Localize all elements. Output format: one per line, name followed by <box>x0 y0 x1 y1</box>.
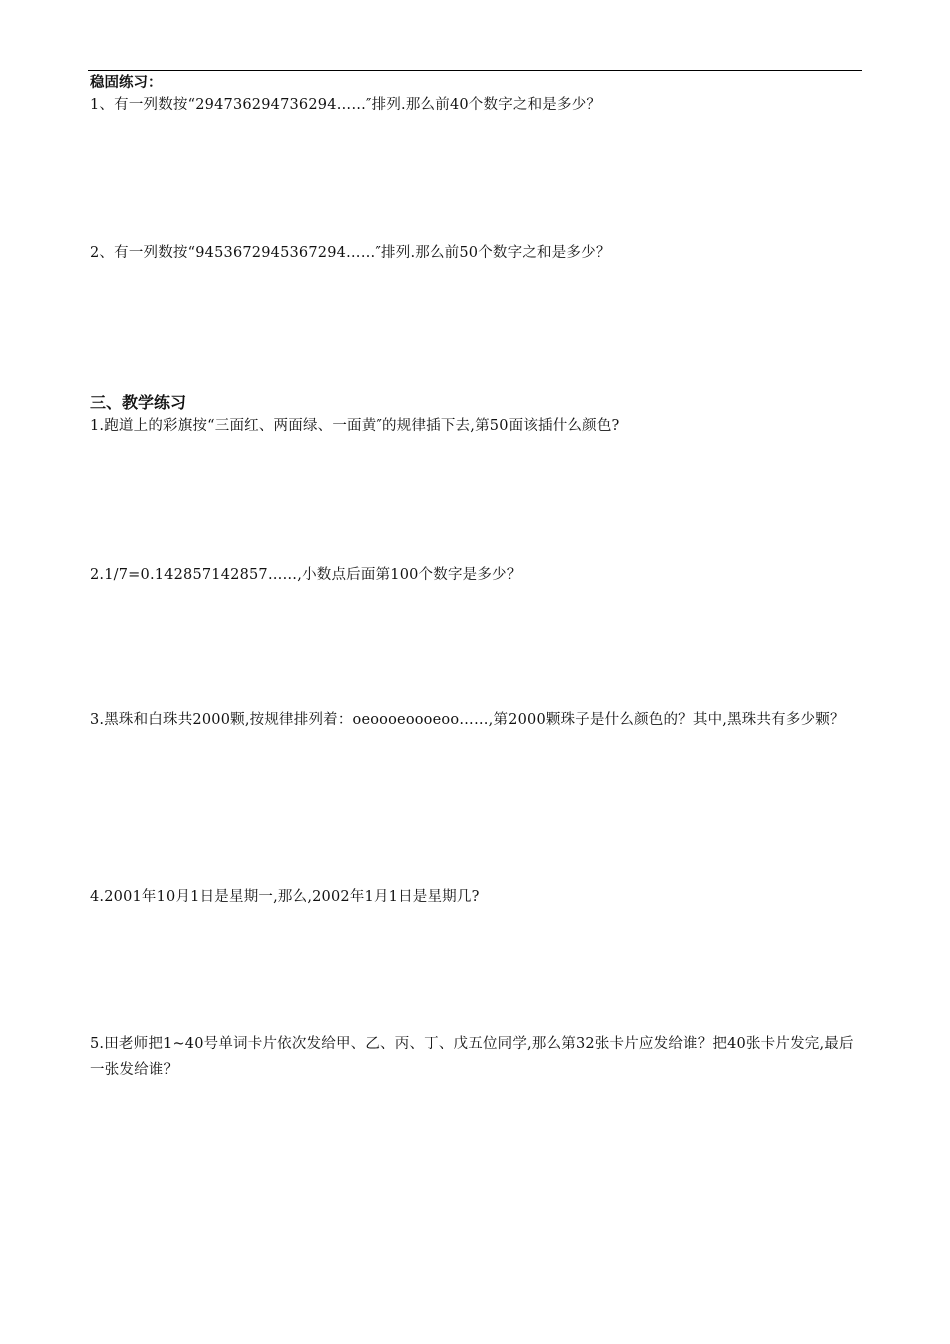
practice-question-3: 3.黑珠和白珠共2000颗,按规律排列着：oeoooeoooeoo……,第2000颗珠子是什么颜色的？其中,黑珠共有多少颗？ <box>90 712 845 728</box>
section-3-heading: 三、教学练习 <box>90 393 187 412</box>
header-rule <box>88 70 862 71</box>
practice-question-4: 4.2001年10月1日是星期一,那么,2002年1月1日是星期几? <box>90 889 480 905</box>
practice-question-2: 2.1/7=0.142857142857……,小数点后面第100个数字是多少？ <box>90 567 522 583</box>
practice-question-1: 1.跑道上的彩旗按“三面红、两面绿、一面黄″的规律插下去,第50面该插什么颜色? <box>90 418 620 434</box>
consolidation-question-2: 2、有一列数按“9453672945367294……″排列.那么前50个数字之和是多少？ <box>90 245 611 261</box>
consolidation-question-1: 1、有一列数按“294736294736294……″排列.那么前40个数字之和是多少？ <box>90 97 602 113</box>
practice-question-5: 5.田老师把1~40号单词卡片依次发给甲、乙、丙、丁、戊五位同学,那么第32张卡片应发给谁？把40张卡片发完,最后一张发给谁？ <box>90 1036 854 1078</box>
consolidation-heading: 稳固练习： <box>90 75 163 91</box>
